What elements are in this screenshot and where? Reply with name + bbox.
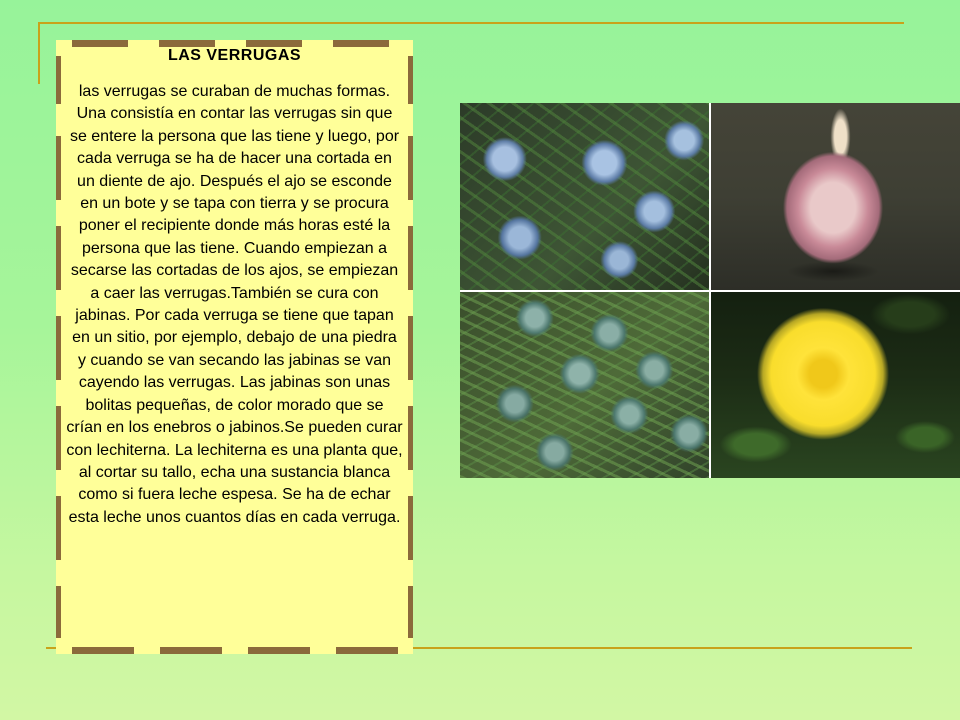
slide-body-text: las verrugas se curaban de muchas formas. Una consistía en contar las verrugas sin que se entere la persona que las tiene y luego, por cada verruga se ha de hacer una cortada en un diente de ajo. Después el ajo se esconde en un bote y se tapa con tierra y se procura poner el recipiente donde más horas esté la persona que las tiene. Cuando empiezan a secarse las cortadas de los ajos, se empiezan a caer las verrugas.También se cura con jabinas. Por cada verruga se tiene que tapan en un sitio, por ejemplo, debajo de una piedra y cuando se van secando las jabinas se van cayendo las verrugas. Las jabinas son unas bolitas pequeñas, de color morado que se crían en los enebros o jabinos.Se pueden curar con lechiterna. La lechiterna es una planta que, al cortar su tallo, echa una sustancia blanca como si fuera leche espesa. Se ha de echar esta leche unos cuantos días en cada verruga.	[66, 83, 403, 526]
border-dash	[408, 136, 413, 200]
text-box	[56, 40, 413, 654]
border-dash	[336, 647, 398, 654]
border-dash	[408, 586, 413, 638]
border-dash	[408, 406, 413, 470]
border-dash	[408, 56, 413, 104]
border-dash	[56, 316, 61, 380]
border-dash	[408, 226, 413, 290]
border-dash	[56, 226, 61, 290]
border-dash	[56, 56, 61, 104]
slide-title: LAS VERRUGAS	[167, 47, 302, 64]
juniper-berries-blue-photo	[460, 103, 709, 290]
border-dash	[160, 647, 222, 654]
decorative-rule-top	[38, 22, 904, 24]
border-dash	[248, 647, 310, 654]
border-dash	[56, 406, 61, 470]
border-dash	[408, 496, 413, 560]
dandelion-flower-photo	[711, 292, 960, 478]
photo-grid	[460, 103, 960, 478]
border-dash	[56, 136, 61, 200]
garlic-bulb-photo	[711, 103, 960, 290]
juniper-berries-green-photo	[460, 292, 709, 478]
border-dash	[56, 586, 61, 638]
decorative-rule-left	[38, 22, 40, 84]
border-dash	[408, 316, 413, 380]
border-dash	[72, 647, 134, 654]
text-content	[66, 46, 403, 636]
border-dash	[56, 496, 61, 560]
